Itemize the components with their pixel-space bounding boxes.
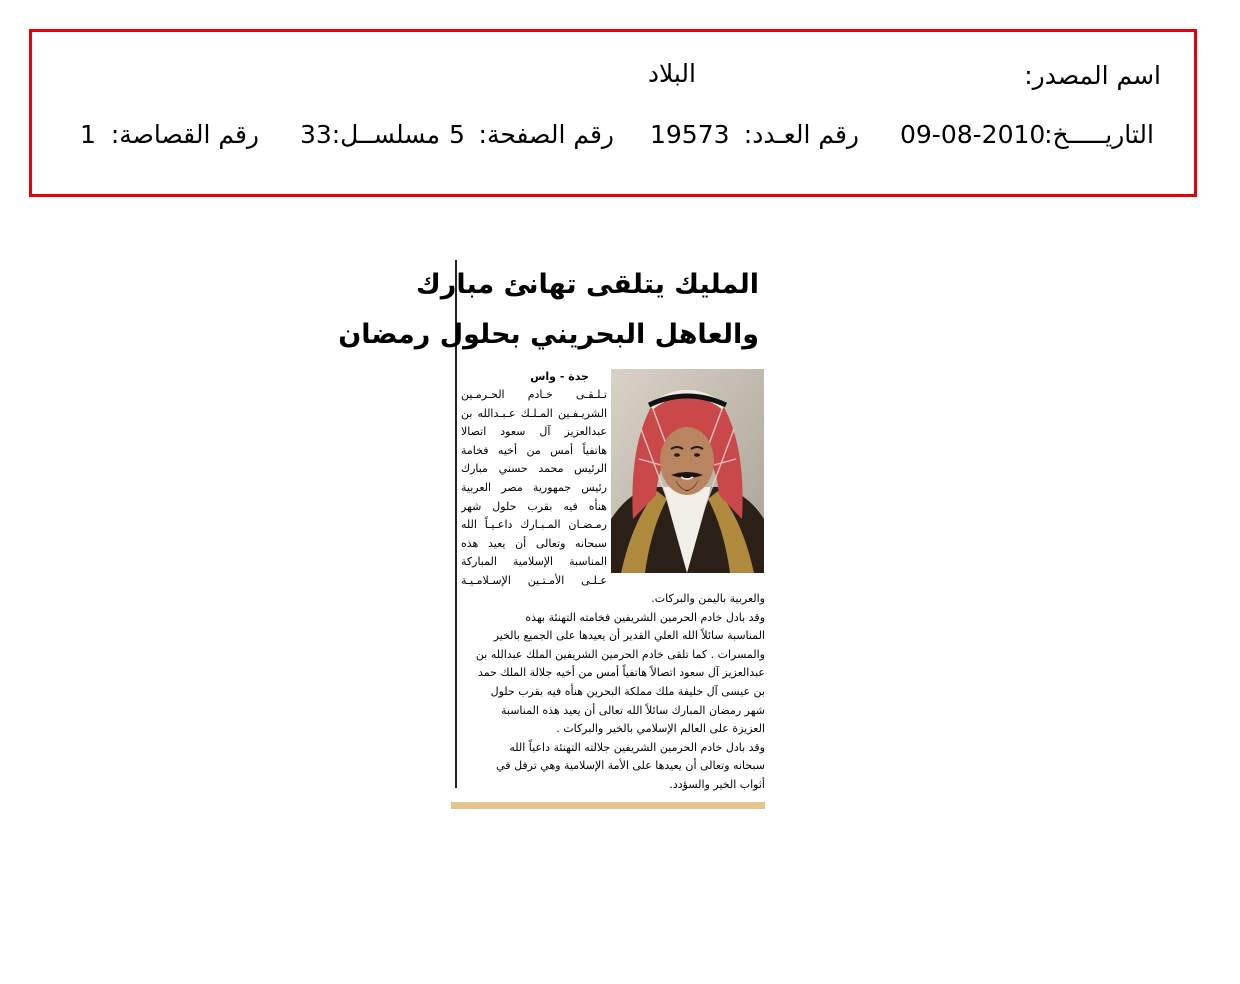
body-line: رمـضـان المـبـارك داعـيـاً الله [461, 518, 607, 532]
page-value: 5 [449, 120, 465, 149]
clip-value: 1 [80, 120, 96, 149]
body-line: والعربية باليمن والبركات. [651, 592, 765, 605]
headline-line-1: المليك يتلقى تهانئ مبارك [416, 269, 759, 300]
clip-bottom-rule [451, 802, 765, 809]
body-line: عبدالعزيز آل سعود اتصالا [461, 425, 607, 439]
source-value: البلاد [647, 59, 696, 88]
serial-value: 33 [300, 120, 332, 149]
body-line: العزيزة على العالم الإسلامي بالخير والبركات . [556, 722, 765, 736]
body-line: هاتفياً أمس من أخيه فخامة [461, 443, 607, 457]
body-line: الشريـفـين المـلـك عـبـدالله بن [461, 406, 607, 420]
clip-label: رقم القصاصة: [110, 120, 259, 149]
body-line: تـلـقـى خـادم الحـرمـين [461, 388, 607, 401]
source-label: اسم المصدر: [1024, 61, 1161, 90]
dateline: جدة - واس [530, 370, 589, 383]
body-line: سبحانه وتعالى أن يعيدها على الأمة الإسلامية وهي ترفل في [496, 759, 765, 773]
portrait-photo [611, 369, 764, 573]
body-line: الرئيس محمد حسني مبارك [461, 462, 607, 476]
body-line: أثواب الخير والسؤدد. [669, 777, 765, 791]
body-line: عـلـى الأمـتـين الإسـلامـيـة [461, 573, 607, 587]
body-line: سبحانه وتعالى أن يعيد هذه [461, 536, 607, 550]
headline-line-2: والعاهل البحريني بحلول رمضان [338, 319, 759, 350]
issue-value: 19573 [650, 120, 730, 149]
body-line: رئيس جمهورية مصر العربية [461, 480, 607, 494]
body-line: شهر رمضان المبارك سائلاً الله تعالى أن يعيد هذه المناسبة [501, 703, 765, 717]
article-body-narrow-column [461, 386, 607, 591]
body-line: المناسبة الإسلامية المباركة [461, 555, 607, 569]
body-line: هنأه فيه بقرب حلول شهر [461, 499, 607, 513]
body-line: وقد بادل خادم الحرمين الشريفين فخامته التهنئة بهذه [525, 610, 765, 624]
body-line: المناسبة سائلاً الله العلي القدير أن يعيدها على الجميع بالخير [493, 629, 765, 643]
date-label: التاريـــــخ: [1044, 120, 1154, 149]
article-body-wide-column [461, 590, 765, 795]
body-line: بن عيسى آل خليفة ملك مملكة البحرين هنأه فيه بقرب حلول [490, 684, 765, 698]
date-value: 09-08-2010 [900, 120, 1046, 149]
page-label: رقم الصفحة: [478, 120, 614, 149]
source-info-box [29, 29, 1197, 197]
body-line: عبدالعزيز آل سعود اتصالاً هاتفياً أمس من أخيه جلالة الملك حمد [478, 666, 765, 680]
issue-label: رقم العـدد: [743, 120, 859, 149]
serial-label: مسلســل: [331, 120, 440, 149]
news-clipping [338, 258, 767, 810]
body-line: وقد بادل خادم الحرمين الشريفين جلالته التهنئة داعياً الله [509, 740, 765, 754]
body-line: والمسرات . كما تلقى خادم الحرمين الشريفين الملك عبدالله بن [475, 647, 765, 661]
